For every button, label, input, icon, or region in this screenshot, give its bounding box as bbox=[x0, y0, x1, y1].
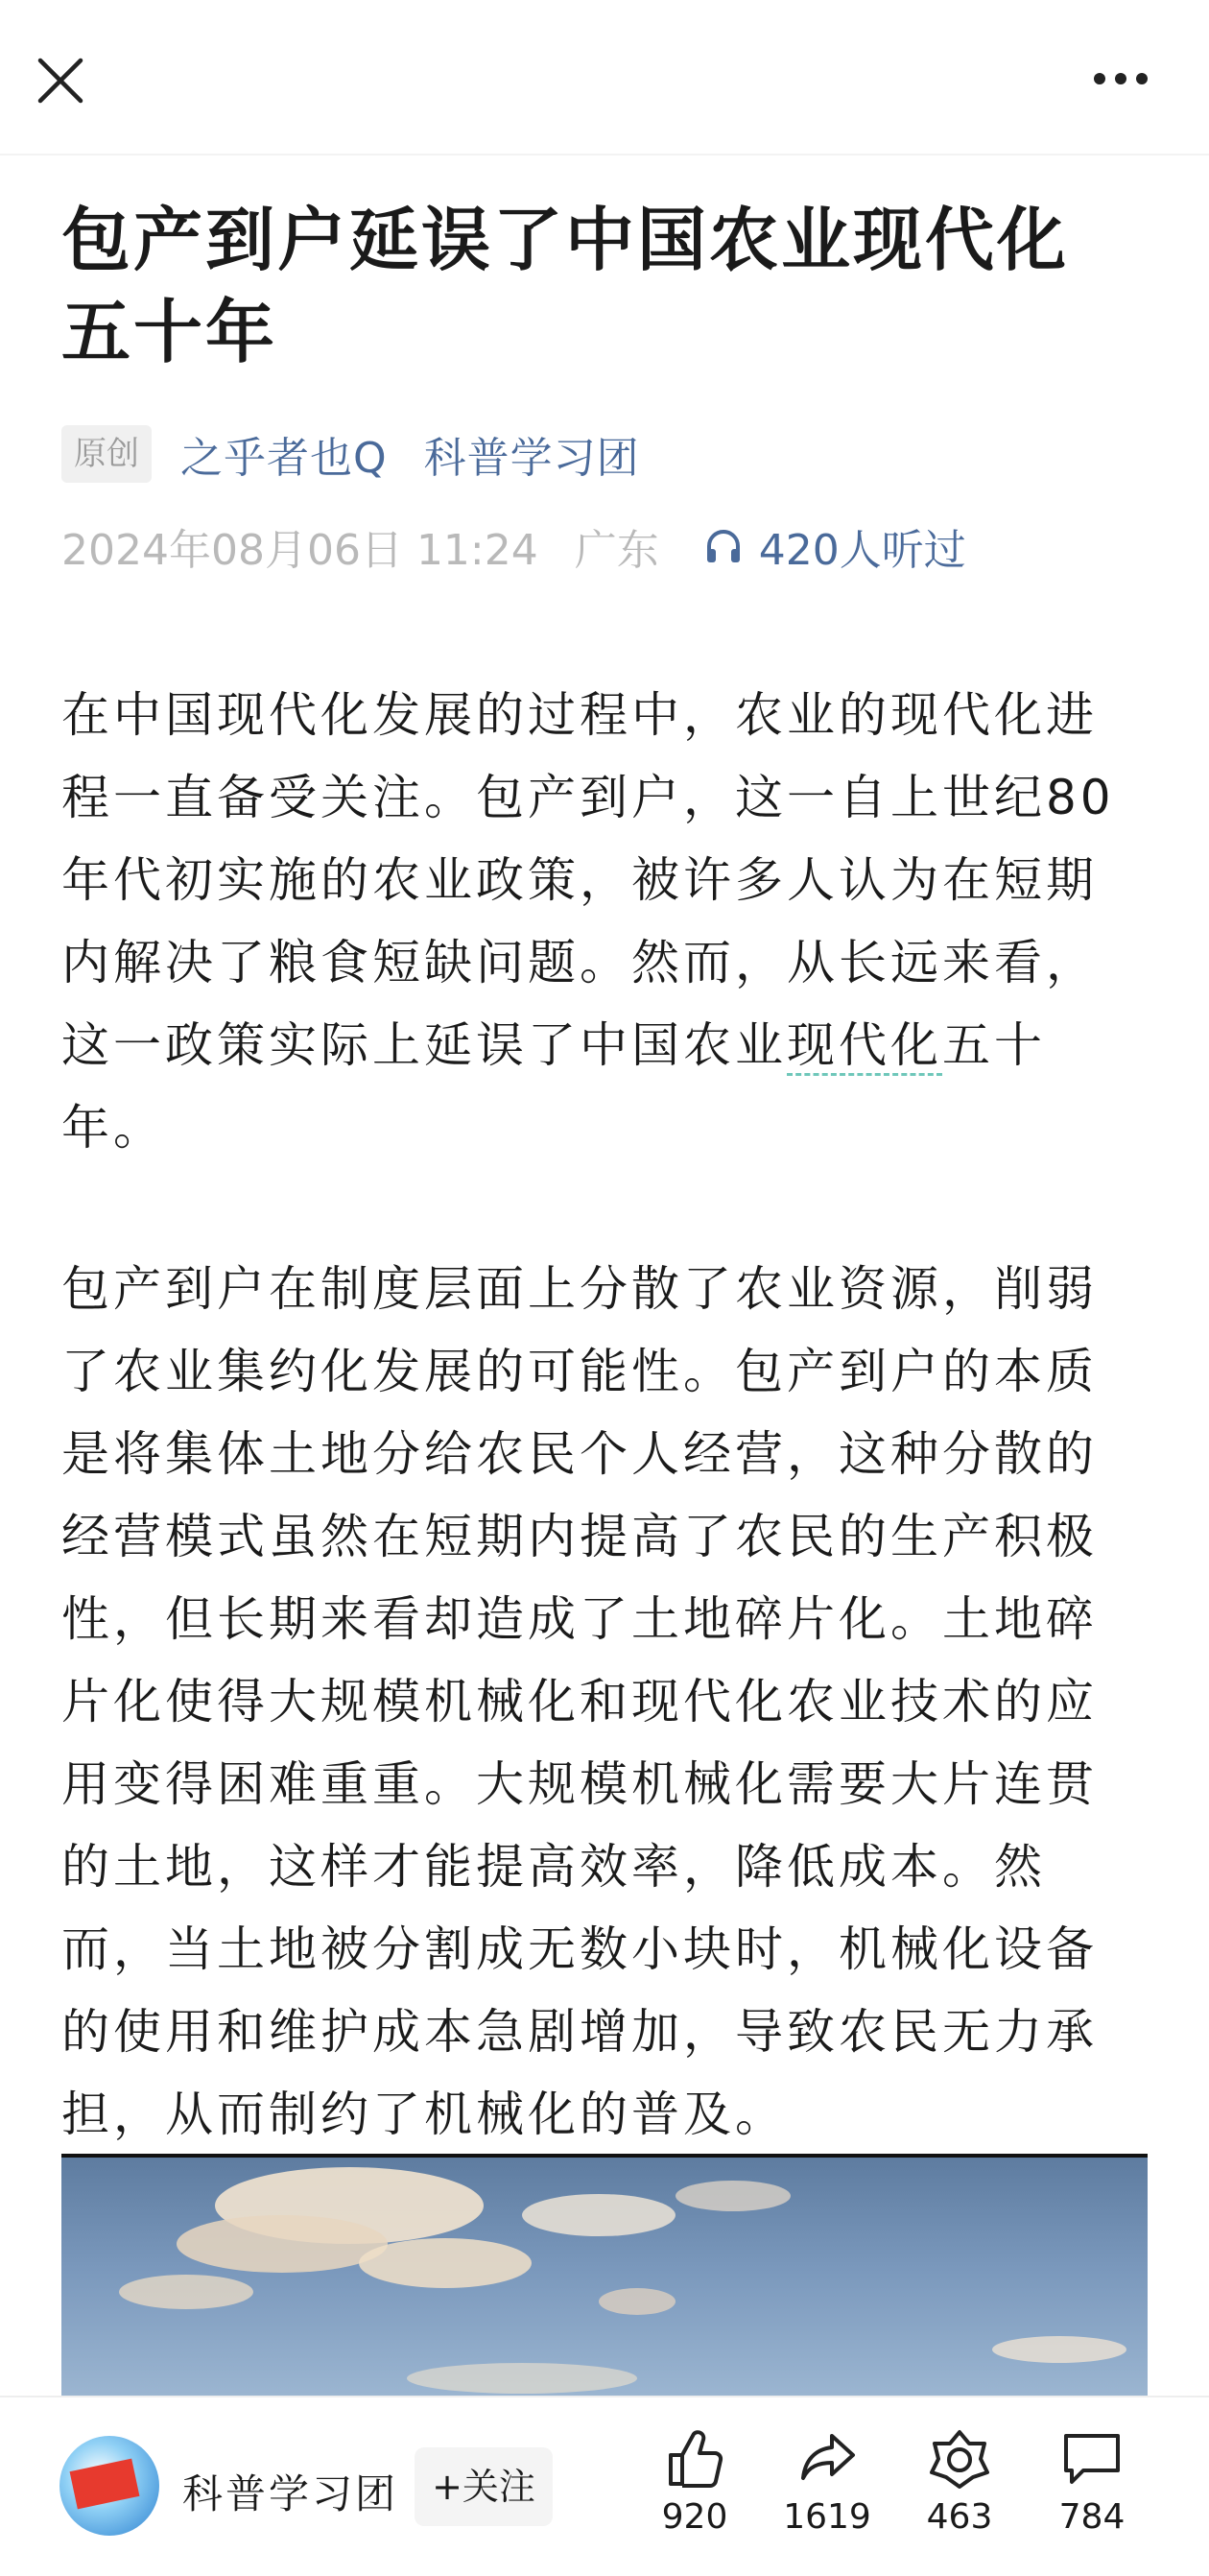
channel-link[interactable]: 科普学习团 bbox=[423, 434, 640, 483]
close-icon bbox=[29, 43, 92, 118]
paragraph-1-text: 在中国现代化发展的过程中，农业的现代化进程一直备受关注。包产到户，这一自上世纪80年代初实施的农业政策，被许多人认为在短期内解决了粮食短缺问题。然而，从长远来看，这一政策实际上延误了中国农业 bbox=[61, 687, 1115, 1073]
comment-count: 784 bbox=[1058, 2497, 1126, 2537]
listen-button[interactable] bbox=[701, 515, 966, 577]
publish-datetime: 2024年08月06日 11:24 bbox=[61, 526, 538, 575]
follow-button[interactable]: +关注 bbox=[415, 2447, 553, 2526]
comment-button[interactable] bbox=[1034, 2426, 1150, 2537]
sky-clouds-image bbox=[61, 2158, 1148, 2403]
comment-icon bbox=[1058, 2426, 1126, 2492]
thumbs-up-icon bbox=[661, 2426, 728, 2492]
share-button[interactable] bbox=[770, 2426, 885, 2537]
top-bar bbox=[0, 0, 1209, 155]
favorite-count: 463 bbox=[926, 2497, 993, 2537]
avatar[interactable] bbox=[59, 2436, 159, 2536]
article-title: 包产到户延误了中国农业现代化五十年 bbox=[61, 200, 1070, 372]
article-paragraph-1 bbox=[61, 674, 1148, 1169]
account-name[interactable]: 科普学习团 bbox=[182, 2470, 399, 2517]
keyword-link[interactable]: 现代化 bbox=[787, 1017, 942, 1076]
share-icon bbox=[794, 2426, 861, 2492]
more-button[interactable] bbox=[1082, 56, 1159, 102]
bottom-action-bar bbox=[0, 2396, 1209, 2576]
close-button[interactable] bbox=[29, 43, 92, 118]
like-count: 920 bbox=[661, 2497, 728, 2537]
author-link[interactable]: 之乎者也Q bbox=[180, 434, 388, 483]
article-meta-source bbox=[61, 422, 640, 486]
favorite-icon bbox=[926, 2426, 993, 2492]
article-image[interactable] bbox=[61, 2154, 1148, 2403]
paragraph-1-tail: 五十年。 bbox=[61, 1017, 1046, 1156]
article-meta-info bbox=[61, 514, 966, 578]
article-paragraph-2: 包产到户在制度层面上分散了农业资源，削弱了农业集约化发展的可能性。包产到户的本质是将集体土地分给农民个人经营，这种分散的经营模式虽然在短期内提高了农民的生产积极性，但长期来看却造成了土地碎片化。土地碎片化使得大规模机械化和现代化农业技术的应用变得困难重重。大规模机械化需要大片连贯的土地，这样才能提高效率，降低成本。然而，当土地被分割成无数小块时，机械化设备的使用和维护成本急剧增加，导致农民无力承担，从而制约了机械化的普及。 bbox=[61, 1261, 1098, 2142]
original-badge: 原创 bbox=[61, 425, 152, 483]
headphone-icon bbox=[701, 524, 746, 568]
avatar-flag bbox=[70, 2459, 140, 2510]
more-icon bbox=[1082, 56, 1159, 102]
share-count: 1619 bbox=[783, 2497, 871, 2537]
listen-count: 420人听过 bbox=[758, 526, 966, 575]
like-button[interactable] bbox=[637, 2426, 752, 2537]
publish-region: 广东 bbox=[574, 526, 659, 575]
favorite-button[interactable] bbox=[902, 2426, 1017, 2537]
